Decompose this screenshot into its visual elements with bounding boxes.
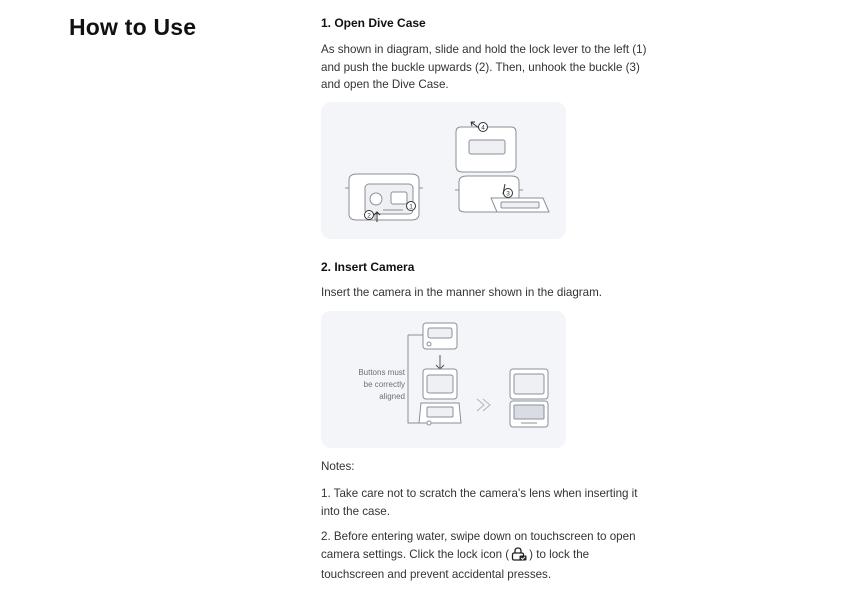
closed-case-with-camera-illustration	[510, 369, 548, 427]
open-dive-case-instructions: As shown in diagram, slide and hold the lock lever to the left (1) and push the buckle upwards (2). Then, unhook the buckle (3) and open the Dive Case.	[321, 43, 647, 91]
open-dive-case-diagram	[321, 102, 566, 239]
section-heading-insert-camera: 2. Insert Camera	[321, 260, 415, 274]
notes-heading: Notes:	[321, 460, 355, 473]
open-case-illustration	[455, 124, 549, 212]
closed-case-illustration	[345, 174, 423, 220]
callout-1-marker	[407, 202, 416, 211]
insert-camera-instructions: Insert the camera in the manner shown in the diagram.	[321, 286, 602, 299]
note-item-lens-care: 1. Take care not to scratch the camera's lens when inserting it into the case.	[321, 487, 638, 518]
svg-text:3: 3	[506, 190, 510, 198]
note-text-before-icon: 2. Before entering water, swipe down on touchscreen to open camera settings. Click the lock icon (	[321, 530, 636, 561]
insert-camera-diagram	[321, 311, 566, 448]
callout-3-marker	[504, 189, 513, 198]
section-heading-open-dive-case: 1. Open Dive Case	[321, 16, 426, 30]
svg-text:Buttons must: Buttons must	[358, 368, 405, 377]
note-text-after-icon: ) to lock the touchscreen and prevent accidental presses.	[321, 547, 590, 581]
note-item-touchscreen-lock	[321, 528, 651, 584]
open-case-with-slot-illustration	[419, 369, 461, 425]
svg-text:2: 2	[367, 212, 371, 220]
lock-icon	[511, 547, 527, 567]
page-title: How to Use	[69, 14, 197, 40]
svg-text:be correctly: be correctly	[363, 380, 405, 389]
camera-illustration	[423, 323, 457, 349]
svg-text:1: 1	[409, 203, 413, 211]
svg-text:4: 4	[481, 124, 485, 132]
button-alignment-label	[358, 368, 405, 401]
svg-text:aligned: aligned	[379, 392, 405, 401]
